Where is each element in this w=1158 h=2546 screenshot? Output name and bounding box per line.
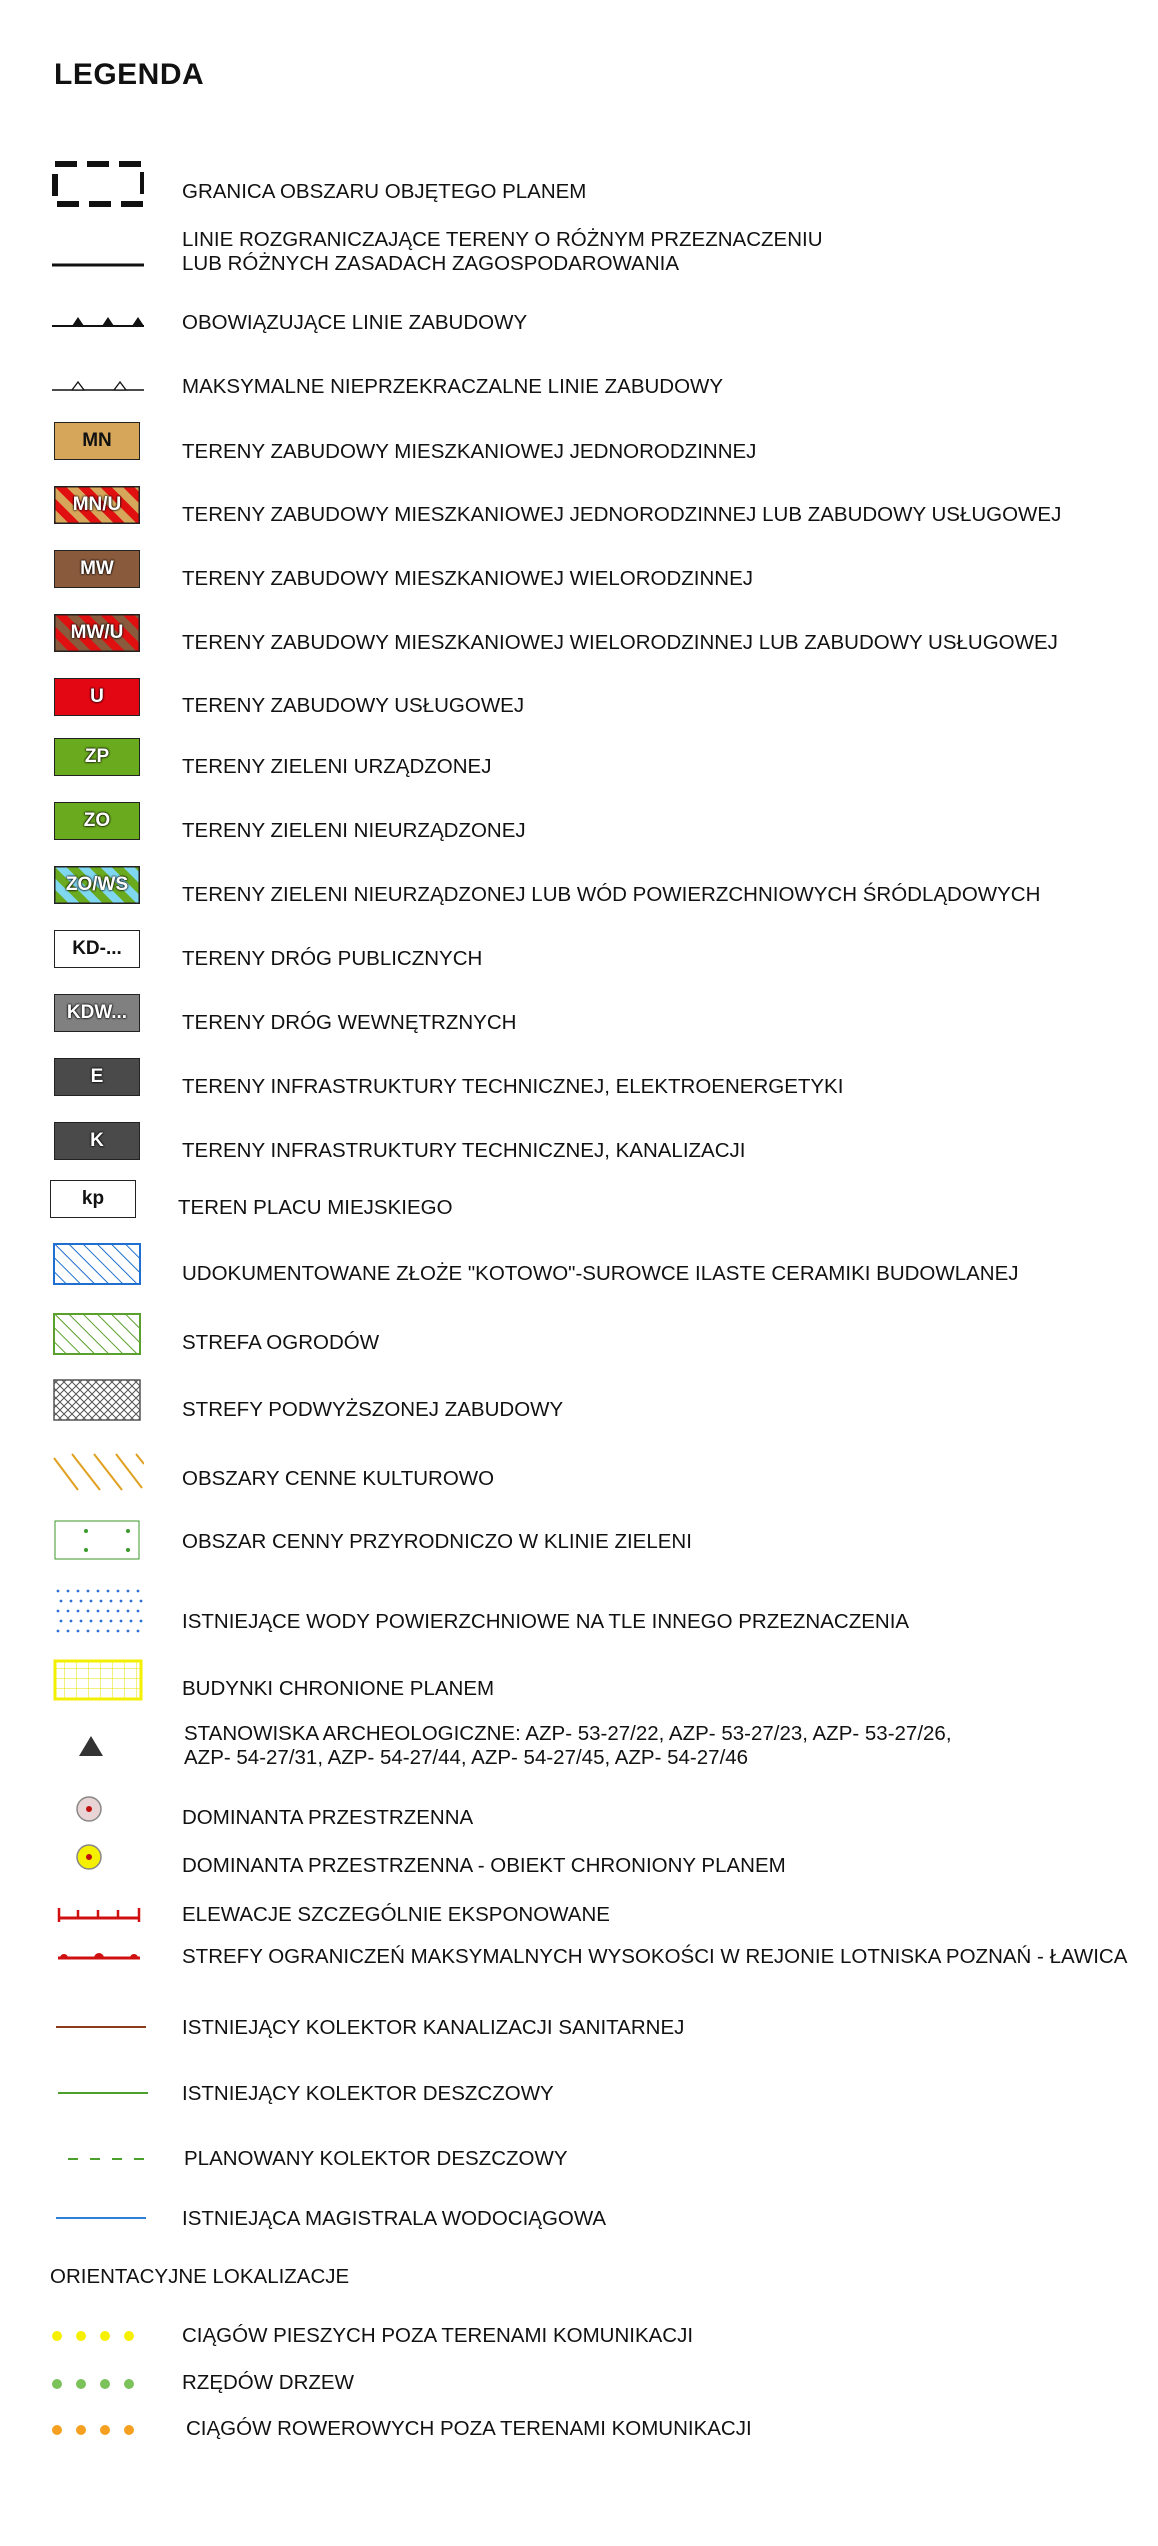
water-dot: [77, 1630, 80, 1633]
green-hatch-swatch: [52, 1312, 144, 1356]
water-dot: [90, 1620, 93, 1623]
legend-label: OBOWIĄZUJĄCE LINIE ZABUDOWY: [182, 311, 528, 334]
water-dot: [70, 1620, 73, 1623]
brown-line-icon: [54, 2024, 146, 2030]
legend-label: AZP- 54-27/31, AZP- 54-27/44, AZP- 54-27/45, AZP- 54-27/46: [184, 1746, 749, 1769]
blue-hatch-swatch: [52, 1242, 144, 1286]
legend-label: ISTNIEJĄCY KOLEKTOR KANALIZACJI SANITARNEJ: [182, 2016, 685, 2039]
k-swatch: [54, 1122, 140, 1160]
green-dotted-box-icon: [52, 1518, 144, 1562]
yellow-target-icon: [74, 1842, 166, 1872]
zone-code: MW/U: [70, 622, 124, 643]
legend-label: ISTNIEJĄCA MAGISTRALA WODOCIĄGOWA: [182, 2207, 607, 2230]
water-dot: [80, 1600, 83, 1603]
u-swatch: [54, 678, 140, 716]
kp-swatch: [50, 1180, 136, 1218]
legend-label: TERENY ZIELENI NIEURZĄDZONEJ: [182, 819, 526, 842]
solid-line-icon: [52, 262, 144, 268]
water-dot: [97, 1590, 100, 1593]
water-dot: [100, 1600, 103, 1603]
water-dot: [130, 1620, 133, 1623]
legend-label: TERENY ZABUDOWY USŁUGOWEJ: [182, 694, 525, 717]
legend-label: DOMINANTA PRZESTRZENNA - OBIEKT CHRONIONY PLANEM: [182, 1854, 786, 1877]
water-dot: [90, 1600, 93, 1603]
water-dot: [130, 1600, 133, 1603]
blue-line-icon: [54, 2215, 146, 2221]
legend-label: GRANICA OBSZARU OBJĘTEGO PLANEM: [182, 180, 587, 203]
legend-label: TERENY ZIELENI URZĄDZONEJ: [182, 755, 492, 778]
green-line-icon: [56, 2090, 148, 2096]
kd-swatch: [54, 930, 140, 968]
legend-label: OBSZARY CENNE KULTUROWO: [182, 1467, 495, 1490]
water-dot: [67, 1610, 70, 1613]
water-dot: [80, 1620, 83, 1623]
yellow-dots-icon: [50, 2328, 142, 2344]
orientation-heading: ORIENTACYJNE LOKALIZACJE: [50, 2265, 350, 2288]
water-dot: [70, 1600, 73, 1603]
water-dot: [117, 1610, 120, 1613]
yellow-grid-swatch: [52, 1658, 144, 1702]
water-dot: [127, 1590, 130, 1593]
target-circle-icon: [74, 1794, 166, 1824]
red-tick-line-icon: [56, 1904, 148, 1924]
water-dot: [77, 1590, 80, 1593]
water-dot: [137, 1590, 140, 1593]
water-dot: [100, 1620, 103, 1623]
water-dot: [107, 1630, 110, 1633]
dashed-boundary-icon: [52, 160, 144, 208]
legend-label: TERENY INFRASTRUKTURY TECHNICZNEJ, KANALIZACJI: [182, 1139, 746, 1162]
legend-label: BUDYNKI CHRONIONE PLANEM: [182, 1677, 495, 1700]
water-dot: [57, 1630, 60, 1633]
water-dot: [117, 1630, 120, 1633]
open-triangle-line-icon: [52, 374, 144, 394]
water-dot: [120, 1600, 123, 1603]
water-dot: [140, 1620, 143, 1623]
legend-label: OBSZAR CENNY PRZYRODNICZO W KLINIE ZIELENI: [182, 1530, 692, 1553]
water-dot: [117, 1590, 120, 1593]
water-dot: [60, 1600, 63, 1603]
zone-code: KDW...: [66, 1002, 128, 1023]
legend-label: DOMINANTA PRZESTRZENNA: [182, 1806, 474, 1829]
water-dot: [137, 1630, 140, 1633]
legend-label: STANOWISKA ARCHEOLOGICZNE: AZP- 53-27/22, AZP- 53-27/23, AZP- 53-27/26,: [184, 1722, 952, 1745]
water-dot: [127, 1610, 130, 1613]
triangle-line-icon: [52, 310, 144, 330]
green-dashed-line-icon: [66, 2156, 158, 2162]
zone-code: U: [90, 686, 104, 707]
zone-code: kp: [81, 1188, 105, 1209]
water-dot: [77, 1610, 80, 1613]
water-dot: [57, 1610, 60, 1613]
legend-label: TEREN PLACU MIEJSKIEGO: [178, 1196, 453, 1219]
zone-code: MN/U: [72, 494, 122, 515]
zone-code: MN: [82, 430, 112, 451]
legend-label: STREFY OGRANICZEŃ MAKSYMALNYCH WYSOKOŚCI W REJONIE LOTNISKA POZNAŃ - ŁAWICA: [182, 1945, 1128, 1968]
legend-label: TERENY INFRASTRUKTURY TECHNICZNEJ, ELEKTROENERGETYKI: [182, 1075, 844, 1098]
legend-label: ELEWACJE SZCZEGÓLNIE EKSPONOWANE: [182, 1903, 610, 1926]
water-dot: [60, 1620, 63, 1623]
zone-code: MW: [80, 558, 114, 579]
water-dot: [87, 1610, 90, 1613]
red-dot-line-icon: [56, 1948, 148, 1964]
orange-diagonal-icon: [52, 1452, 144, 1494]
orange-dots-icon: [50, 2422, 142, 2438]
water-dot: [120, 1620, 123, 1623]
legend-label: TERENY ZABUDOWY MIESZKANIOWEJ WIELORODZINNEJ LUB ZABUDOWY USŁUGOWEJ: [182, 631, 1058, 654]
legend-label: CIĄGÓW PIESZYCH POZA TERENAMI KOMUNIKACJI: [182, 2324, 694, 2347]
zone-code: ZP: [84, 746, 110, 767]
zone-code: ZO/WS: [65, 874, 129, 895]
zone-code: KD-...: [72, 938, 122, 959]
legend-label: CIĄGÓW ROWEROWYCH POZA TERENAMI KOMUNIKACJI: [186, 2417, 752, 2440]
e-swatch: [54, 1058, 140, 1096]
legend-label: PLANOWANY KOLEKTOR DESZCZOWY: [184, 2147, 568, 2170]
legend-label: TERENY ZABUDOWY MIESZKANIOWEJ JEDNORODZINNEJ LUB ZABUDOWY USŁUGOWEJ: [182, 503, 1062, 526]
water-dot: [140, 1600, 143, 1603]
water-dot: [107, 1610, 110, 1613]
legend-label: LINIE ROZGRANICZAJĄCE TERENY O RÓŻNYM PRZEZNACZENIU: [182, 228, 823, 251]
green-dots-icon: [50, 2376, 142, 2392]
water-dot: [127, 1630, 130, 1633]
mn-swatch: [54, 422, 140, 460]
water-dot: [137, 1610, 140, 1613]
legend-label: TERENY ZABUDOWY MIESZKANIOWEJ JEDNORODZINNEJ: [182, 440, 757, 463]
legend-label: RZĘDÓW DRZEW: [182, 2371, 354, 2394]
water-dot: [107, 1590, 110, 1593]
legend-label: TERENY DRÓG PUBLICZNYCH: [182, 947, 483, 970]
water-dot: [57, 1590, 60, 1593]
legend-label: UDOKUMENTOWANE ZŁOŻE "KOTOWO"-SUROWCE ILASTE CERAMIKI BUDOWLANEJ: [182, 1262, 1019, 1285]
legend-label: STREFY PODWYŻSZONEJ ZABUDOWY: [182, 1398, 564, 1421]
legend-label: TERENY DRÓG WEWNĘTRZNYCH: [182, 1011, 517, 1034]
legend-label: LUB RÓŻNYCH ZASADACH ZAGOSPODAROWANIA: [182, 252, 679, 275]
legend-label: MAKSYMALNE NIEPRZEKRACZALNE LINIE ZABUDOWY: [182, 375, 724, 398]
water-dot: [67, 1630, 70, 1633]
water-dot: [97, 1630, 100, 1633]
zone-code: K: [90, 1130, 104, 1151]
water-dot: [87, 1630, 90, 1633]
water-dot: [97, 1610, 100, 1613]
legend-label: TERENY ZIELENI NIEURZĄDZONEJ LUB WÓD POWIERZCHNIOWYCH ŚRÓDLĄDOWYCH: [182, 883, 1041, 906]
legend-title: LEGENDA: [54, 58, 205, 91]
water-dot: [110, 1620, 113, 1623]
legend-label: STREFA OGRODÓW: [182, 1331, 380, 1354]
water-dot: [67, 1590, 70, 1593]
legend-label: ISTNIEJĄCE WODY POWIERZCHNIOWE NA TLE INNEGO PRZEZNACZENIA: [182, 1610, 910, 1633]
water-dot: [110, 1600, 113, 1603]
kdw-swatch: [54, 994, 140, 1032]
water-dot: [87, 1590, 90, 1593]
zp-swatch: [54, 738, 140, 776]
zo-swatch: [54, 802, 140, 840]
triangle-icon: [76, 1734, 168, 1758]
blue-dots-icon: [52, 1586, 144, 1636]
mw-swatch: [54, 550, 140, 588]
crosshatch-swatch: [52, 1378, 144, 1422]
legend-label: TERENY ZABUDOWY MIESZKANIOWEJ WIELORODZINNEJ: [182, 567, 754, 590]
zone-code: E: [90, 1066, 104, 1087]
legend-label: ISTNIEJĄCY KOLEKTOR DESZCZOWY: [182, 2082, 554, 2105]
zone-code: ZO: [83, 810, 111, 831]
